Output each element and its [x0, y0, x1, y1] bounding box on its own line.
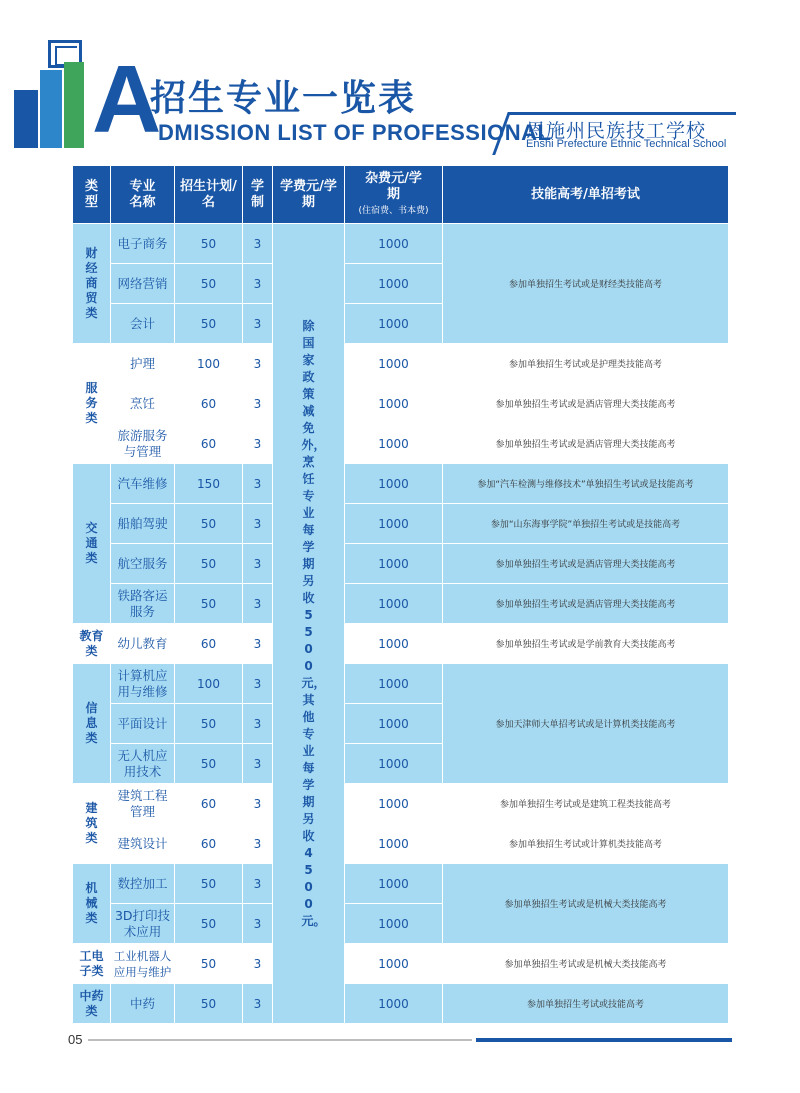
major-name: 3D打印技术应用	[111, 904, 175, 944]
years: 3	[243, 264, 273, 304]
table-row	[73, 784, 729, 824]
years: 3	[243, 584, 273, 624]
table-row	[73, 984, 729, 1024]
category-cell: 服务类	[73, 344, 111, 464]
misc-fee: 1000	[345, 784, 443, 824]
plan-count: 50	[175, 904, 243, 944]
table-header-row	[73, 166, 729, 224]
years: 3	[243, 824, 273, 864]
major-name: 网络营销	[111, 264, 175, 304]
plan-count: 50	[175, 944, 243, 984]
header-category: 类型	[73, 166, 111, 224]
major-name: 建筑设计	[111, 824, 175, 864]
major-name: 工业机器人应用与维护	[111, 944, 175, 984]
years: 3	[243, 504, 273, 544]
logo-bar-3	[64, 62, 84, 148]
major-name: 船舶驾驶	[111, 504, 175, 544]
table-row	[73, 664, 729, 704]
page-title-en: DMISSION LIST OF PROFESSIONAL	[158, 120, 552, 145]
years: 3	[243, 784, 273, 824]
table-row	[73, 824, 729, 864]
misc-fee: 1000	[345, 384, 443, 424]
years: 3	[243, 744, 273, 784]
category-cell: 机械类	[73, 864, 111, 944]
years: 3	[243, 944, 273, 984]
table-row	[73, 864, 729, 904]
major-name: 护理	[111, 344, 175, 384]
years: 3	[243, 304, 273, 344]
misc-fee: 1000	[345, 744, 443, 784]
misc-fee: 1000	[345, 864, 443, 904]
misc-fee: 1000	[345, 504, 443, 544]
header-major: 专业名称	[111, 166, 175, 224]
exam-requirement: 参加单独招生考试或是财经类技能高考	[443, 224, 729, 344]
header-divider	[510, 112, 736, 115]
major-name: 会计	[111, 304, 175, 344]
years: 3	[243, 864, 273, 904]
plan-count: 50	[175, 544, 243, 584]
header-misc-note: (住宿费、书本费)	[358, 205, 429, 216]
years: 3	[243, 984, 273, 1024]
misc-fee: 1000	[345, 264, 443, 304]
misc-fee: 1000	[345, 904, 443, 944]
major-name: 无人机应用技术	[111, 744, 175, 784]
major-name: 旅游服务与管理	[111, 424, 175, 464]
years: 3	[243, 224, 273, 264]
logo-bar-1	[14, 90, 38, 148]
years: 3	[243, 544, 273, 584]
plan-count: 60	[175, 424, 243, 464]
table-row	[73, 424, 729, 464]
plan-count: 50	[175, 864, 243, 904]
category-cell: 建筑类	[73, 784, 111, 864]
title-initial-letter: A	[92, 46, 162, 153]
misc-fee: 1000	[345, 304, 443, 344]
table-row	[73, 944, 729, 984]
exam-requirement: 参加单独招生考试或是机械大类技能高考	[443, 944, 729, 984]
major-name: 铁路客运服务	[111, 584, 175, 624]
misc-fee: 1000	[345, 984, 443, 1024]
major-name: 数控加工	[111, 864, 175, 904]
exam-requirement: 参加单独招生考试或是护理类技能高考	[443, 344, 729, 384]
category-cell: 财经商贸类	[73, 224, 111, 344]
years: 3	[243, 384, 273, 424]
exam-requirement: 参加单独招生考试或是酒店管理大类技能高考	[443, 424, 729, 464]
table-row	[73, 624, 729, 664]
header-years: 学制	[243, 166, 273, 224]
major-name: 幼儿教育	[111, 624, 175, 664]
table-row	[73, 464, 729, 504]
school-name-cn: 恩施州民族技工学校	[526, 120, 707, 142]
category-cell: 教育类	[73, 624, 111, 664]
exam-requirement: 参加单独招生考试或是机械大类技能高考	[443, 864, 729, 944]
table-row	[73, 544, 729, 584]
admission-table	[72, 165, 729, 1024]
category-cell: 交通类	[73, 464, 111, 624]
misc-fee: 1000	[345, 624, 443, 664]
plan-count: 150	[175, 464, 243, 504]
page-number: 05	[68, 1032, 83, 1047]
major-name: 汽车维修	[111, 464, 175, 504]
plan-count: 50	[175, 984, 243, 1024]
plan-count: 60	[175, 824, 243, 864]
exam-requirement: 参加单独招生考试或是酒店管理大类技能高考	[443, 544, 729, 584]
years: 3	[243, 664, 273, 704]
plan-count: 60	[175, 784, 243, 824]
misc-fee: 1000	[345, 544, 443, 584]
footer-divider-gray	[88, 1039, 472, 1041]
exam-requirement: 参加单独招生考试或是酒店管理大类技能高考	[443, 384, 729, 424]
plan-count: 50	[175, 584, 243, 624]
major-name: 电子商务	[111, 224, 175, 264]
table-row	[73, 224, 729, 264]
plan-count: 100	[175, 664, 243, 704]
exam-requirement: 参加单独招生考试或技能高考	[443, 984, 729, 1024]
category-cell: 工电子类	[73, 944, 111, 984]
misc-fee: 1000	[345, 464, 443, 504]
header-exam: 技能高考/单招考试	[443, 166, 729, 224]
header-tuition: 学费元/学期	[273, 166, 345, 224]
years: 3	[243, 424, 273, 464]
category-cell: 信息类	[73, 664, 111, 784]
header-misc: 杂费元/学期 (住宿费、书本费)	[345, 166, 443, 224]
table-row	[73, 504, 729, 544]
table-row	[73, 584, 729, 624]
major-name: 建筑工程管理	[111, 784, 175, 824]
exam-requirement: 参加单独招生考试或是建筑工程类技能高考	[443, 784, 729, 824]
logo-bar-2	[40, 70, 62, 148]
exam-requirement: 参加天津师大单招考试或是计算机类技能高考	[443, 664, 729, 784]
plan-count: 60	[175, 624, 243, 664]
table-row	[73, 384, 729, 424]
exam-requirement: 参加“汽车检测与维修技术”单独招生考试或是技能高考	[443, 464, 729, 504]
plan-count: 50	[175, 504, 243, 544]
misc-fee: 1000	[345, 824, 443, 864]
years: 3	[243, 624, 273, 664]
footer-divider-blue	[476, 1038, 732, 1042]
table-row	[73, 344, 729, 384]
exam-requirement: 参加单独招生考试或是学前教育大类技能高考	[443, 624, 729, 664]
plan-count: 60	[175, 384, 243, 424]
school-name-en: Enshi Prefecture Ethnic Technical School	[526, 138, 727, 150]
page-title-cn: 招生专业一览表	[150, 78, 417, 119]
years: 3	[243, 344, 273, 384]
exam-requirement: 参加单独招生考试或是酒店管理大类技能高考	[443, 584, 729, 624]
plan-count: 50	[175, 704, 243, 744]
major-name: 计算机应用与维修	[111, 664, 175, 704]
years: 3	[243, 904, 273, 944]
category-cell: 中药类	[73, 984, 111, 1024]
plan-count: 100	[175, 344, 243, 384]
misc-fee: 1000	[345, 424, 443, 464]
major-name: 平面设计	[111, 704, 175, 744]
plan-count: 50	[175, 744, 243, 784]
plan-count: 50	[175, 264, 243, 304]
major-name: 烹饪	[111, 384, 175, 424]
misc-fee: 1000	[345, 344, 443, 384]
misc-fee: 1000	[345, 944, 443, 984]
years: 3	[243, 704, 273, 744]
tuition-note: 除国家政策减免外，烹饪专业每学期另收5500元，其他专业每学期另收4500元。	[273, 224, 345, 1024]
misc-fee: 1000	[345, 584, 443, 624]
header-plan: 招生计划/名	[175, 166, 243, 224]
major-name: 航空服务	[111, 544, 175, 584]
exam-requirement: 参加“山东海事学院”单独招生考试或是技能高考	[443, 504, 729, 544]
misc-fee: 1000	[345, 224, 443, 264]
plan-count: 50	[175, 304, 243, 344]
exam-requirement: 参加单独招生考试或计算机类技能高考	[443, 824, 729, 864]
plan-count: 50	[175, 224, 243, 264]
misc-fee: 1000	[345, 704, 443, 744]
misc-fee: 1000	[345, 664, 443, 704]
years: 3	[243, 464, 273, 504]
major-name: 中药	[111, 984, 175, 1024]
